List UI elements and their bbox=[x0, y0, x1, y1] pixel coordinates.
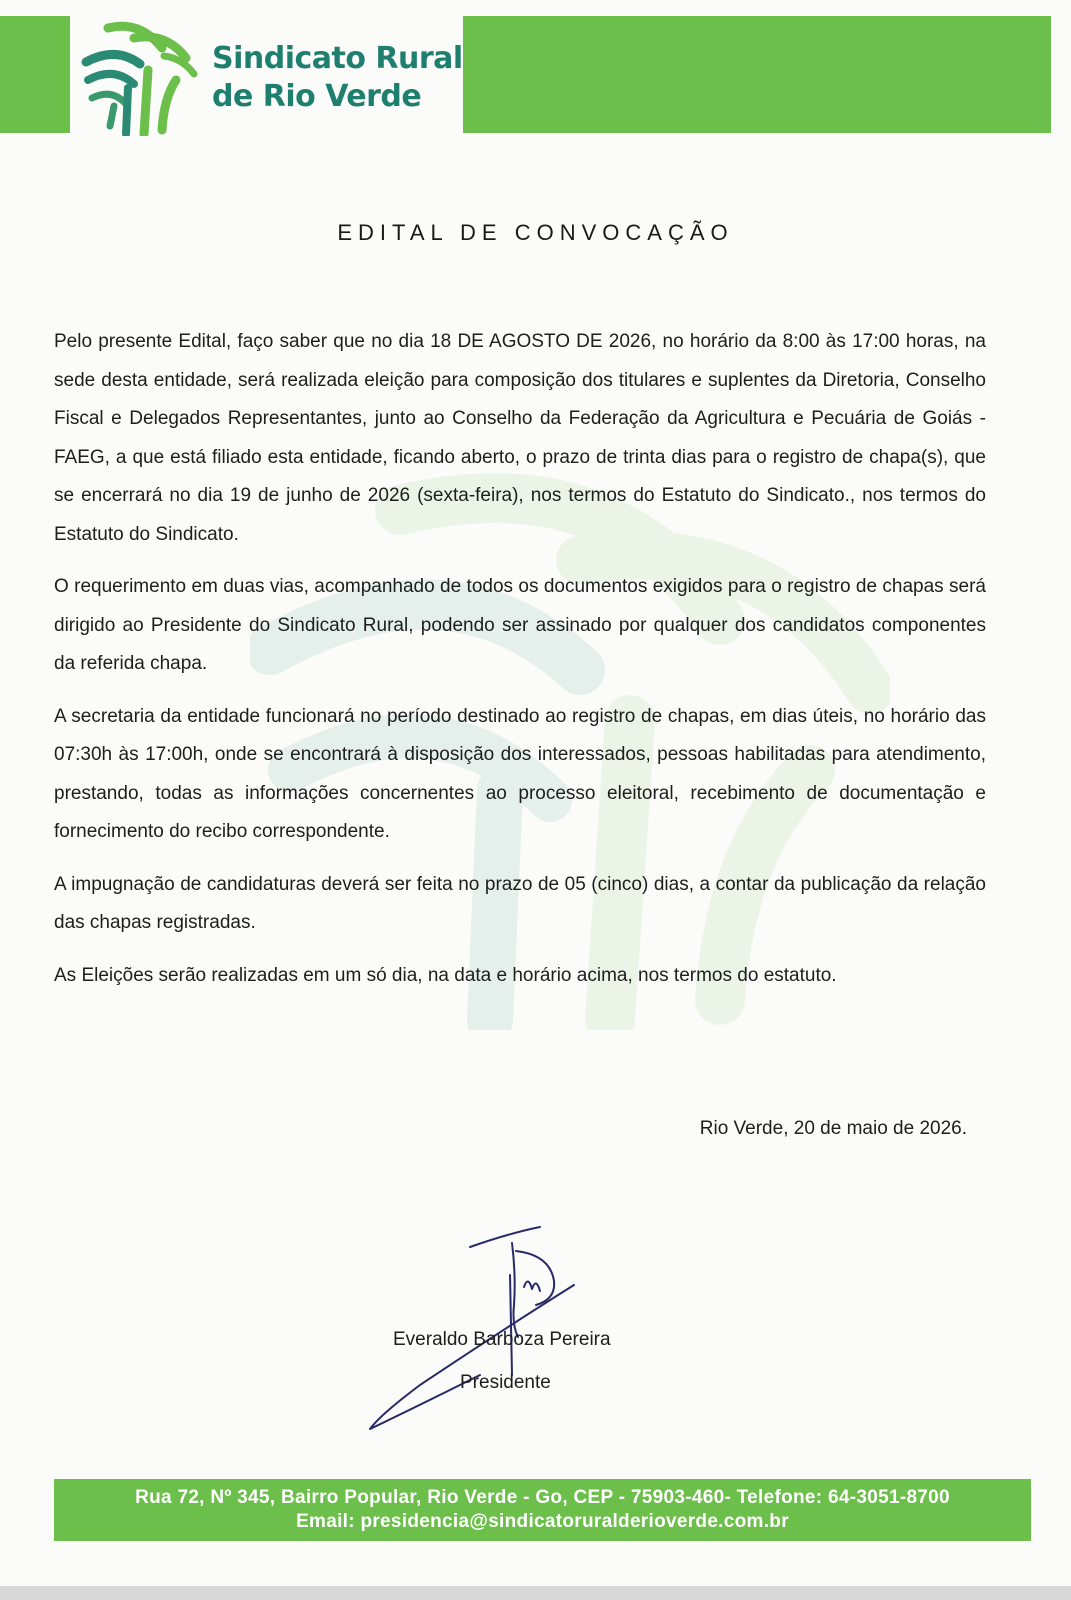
page-bottom-edge bbox=[0, 1586, 1071, 1600]
place-and-date: Rio Verde, 20 de maio de 2026. bbox=[699, 1118, 967, 1139]
signer-name: Everaldo Barboza Pereira bbox=[393, 1329, 611, 1350]
organization-name bbox=[212, 40, 463, 116]
body-paragraph: As Eleições serão realizadas em um só dia, na data e horário acima, nos termos do estatuto. bbox=[54, 964, 837, 986]
document-title: EDITAL DE CONVOCAÇÃO bbox=[337, 220, 734, 245]
signer-role: Presidente bbox=[460, 1372, 551, 1393]
header-accent-bar-left bbox=[0, 16, 70, 133]
footer-email: Email: presidencia@sindicatoruralderioverde.com.br bbox=[296, 1511, 789, 1532]
organization-name-line2: de Rio Verde bbox=[212, 79, 422, 114]
body-paragraph: A secretaria da entidade funcionará no período destinado ao registro de chapas, em dias úteis, no horário das 07:30h às 17:00h, onde se encontrará à disposição dos interessados, pessoas habilitadas para atendimento, prestando, todas as informações concernentes ao processo eleitoral, recebimento de documentação e fornecimento do recibo correspondente. bbox=[54, 705, 986, 842]
organization-name-line1: Sindicato Rural bbox=[212, 41, 463, 76]
body-paragraph: O requerimento em duas vias, acompanhado de todos os documentos exigidos para o registro de chapas será dirigido ao Presidente do Sindicato Rural, podendo ser assinado por qualquer dos candidatos componentes da referida chapa. bbox=[54, 576, 986, 674]
footer-contact-bar bbox=[54, 1479, 1031, 1541]
handwritten-signature bbox=[360, 1215, 590, 1440]
wheat-sprout-logo-icon bbox=[78, 18, 200, 136]
document-body bbox=[54, 323, 986, 1009]
footer-address: Rua 72, Nº 345, Bairro Popular, Rio Verde - Go, CEP - 75903-460- Telefone: 64-3051-8700 bbox=[135, 1487, 950, 1508]
body-paragraph: Pelo presente Edital, faço saber que no dia 18 DE AGOSTO DE 2026, no horário da 8:00 às 17:00 horas, na sede desta entidade, será realizada eleição para composição dos titulares e suplentes da Diretoria, Conselho Fiscal e Delegados Representantes, junto ao Conselho da Federação da Agricultura e Pecuária de Goiás - FAEG, a que está filiado esta entidade, ficando aberto, o prazo de trinta dias para o registro de chapa(s), que se encerrará no dia 19 de junho de 2026 (sexta-feira), nos termos do Estatuto do Sindicato., nos termos do Estatuto do Sindicato. bbox=[54, 331, 986, 545]
header-accent-bar-right bbox=[463, 16, 1051, 133]
body-paragraph: A impugnação de candidaturas deverá ser feita no prazo de 05 (cinco) dias, a contar da publicação da relação das chapas registradas. bbox=[54, 873, 986, 933]
